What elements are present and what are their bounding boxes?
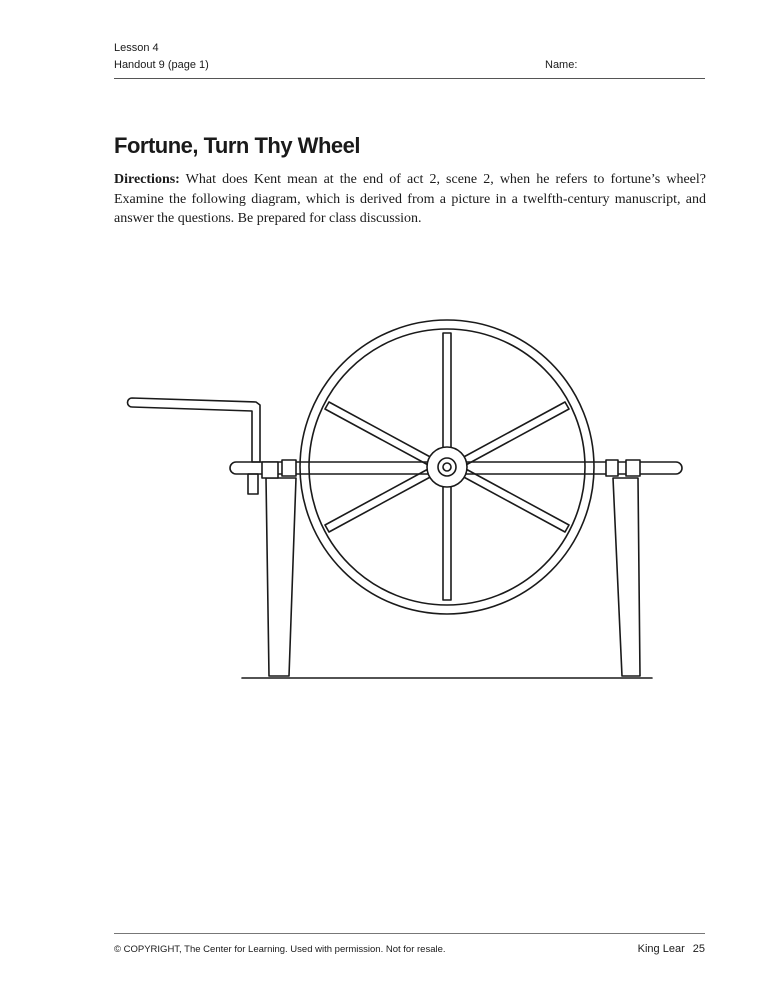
copyright-notice: © COPYRIGHT, The Center for Learning. Used with permission. Not for resale.: [114, 944, 446, 955]
lesson-label: Lesson 4: [114, 42, 159, 54]
page-title: Fortune, Turn Thy Wheel: [114, 133, 360, 158]
crank-handle: [128, 398, 261, 462]
book-title: King Lear: [637, 943, 685, 955]
left-support-post: [262, 460, 296, 676]
handout-label: Handout 9 (page 1): [114, 59, 209, 71]
footer-book-info: [638, 941, 705, 957]
page-footer: [114, 933, 705, 964]
name-label: Name:: [545, 59, 578, 71]
directions-text: What does Kent mean at the end of act 2, scene 2, when he refers to fortune’s wheel? Examine the following diagram, which is derived from a picture in a twelfth-century manuscript, and answer the questions. Be prepared for class discussion.: [114, 172, 706, 226]
wheel-hub: [427, 447, 467, 487]
page-number: 25: [692, 943, 705, 955]
right-support-post: [606, 460, 640, 676]
crank-arm: [248, 474, 258, 494]
directions-label: Directions:: [114, 172, 180, 187]
